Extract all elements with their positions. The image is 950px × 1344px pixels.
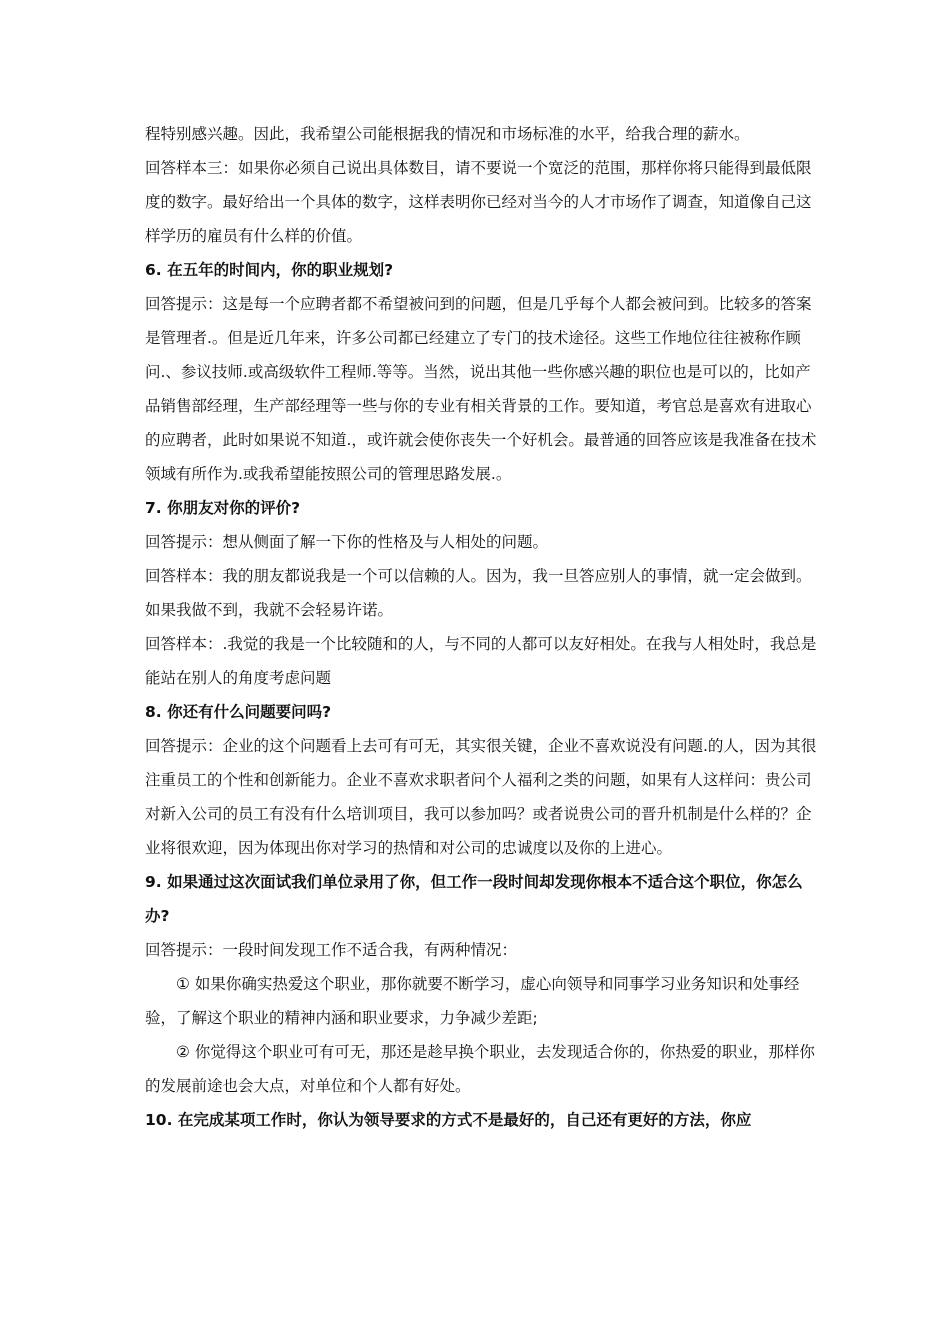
question-heading-7: 7. 你朋友对你的评价? — [145, 499, 301, 517]
paragraph-q9-hint: 回答提示：一段时间发现工作不适合我，有两种情况： — [145, 941, 518, 959]
paragraph-q7-sample-2: 回答样本：.我觉的我是一个比较随和的人，与不同的人都可以友好相处。在我与人相处时，我总是能站在别人的角度考虑问题 — [145, 635, 817, 687]
question-heading-8: 8. 你还有什么问题要问吗? — [145, 703, 332, 721]
paragraph-q6-hint: 回答提示：这是每一个应聘者都不希望被问到的问题，但是几乎每个人都会被问到。比较多的答案是管理者.。但是近几年来，许多公司都已经建立了专门的技术途径。这些工作地位往往被称作顾问.、参议技师.或高级软件工程师.等等。当然，说出其他一些你感兴趣的职位也是可以的，比如产品销售部经理，生产部经理等一些与你的专业有相关背景的工作。要知道，考官总是喜欢有进取心的应聘者，此时如果说不知道.，或许就会使你丧失一个好机会。最普通的回答应该是我准备在技术领域有所作为.或我希望能按照公司的管理思路发展.。 — [145, 295, 817, 483]
paragraph-q8-hint: 回答提示：企业的这个问题看上去可有可无，其实很关键，企业不喜欢说没有问题.的人，因为其很注重员工的个性和创新能力。企业不喜欢求职者问个人福利之类的问题，如果有人这样问：贵公司对新入公司的员工有没有什么培训项目，我可以参加吗？或者说贵公司的晋升机制是什么样的？企业将很欢迎，因为体现出你对学习的热情和对公司的忠诚度以及你的上进心。 — [145, 737, 817, 857]
paragraph-q7-hint: 回答提示：想从侧面了解一下你的性格及与人相处的问题。 — [145, 533, 549, 551]
document-page — [145, 117, 817, 1137]
paragraph-q9-case-2: ② 你觉得这个职业可有可无，那还是趁早换个职业，去发现适合你的，你热爱的职业，那样你的发展前途也会大点，对单位和个人都有好处。 — [145, 1043, 815, 1095]
paragraph-q7-sample-1: 回答样本：我的朋友都说我是一个可以信赖的人。因为，我一旦答应别人的事情，就一定会做到。如果我做不到，我就不会轻易许诺。 — [145, 567, 812, 619]
question-heading-9: 9. 如果通过这次面试我们单位录用了你，但工作一段时间却发现你根本不适合这个职位，你怎么办? — [145, 873, 803, 925]
paragraph-salary-sample-3: 回答样本三：如果你必须自己说出具体数目，请不要说一个宽泛的范围，那样你将只能得到最低限度的数字。最好给出一个具体的数字，这样表明你已经对当今的人才市场作了调查，知道像自己这样学历的雇员有什么样的价值。 — [145, 159, 812, 245]
paragraph-salary-conclusion: 程特别感兴趣。因此，我希望公司能根据我的情况和市场标准的水平，给我合理的薪水。 — [145, 125, 750, 143]
question-heading-6: 6. 在五年的时间内，你的职业规划? — [145, 261, 394, 279]
paragraph-q9-case-1: ① 如果你确实热爱这个职业，那你就要不断学习，虚心向领导和同事学习业务知识和处事经验，了解这个职业的精神内涵和职业要求，力争减少差距; — [145, 975, 800, 1027]
question-heading-10: 10. 在完成某项工作时，你认为领导要求的方式不是最好的，自己还有更好的方法，你应 — [145, 1111, 752, 1129]
